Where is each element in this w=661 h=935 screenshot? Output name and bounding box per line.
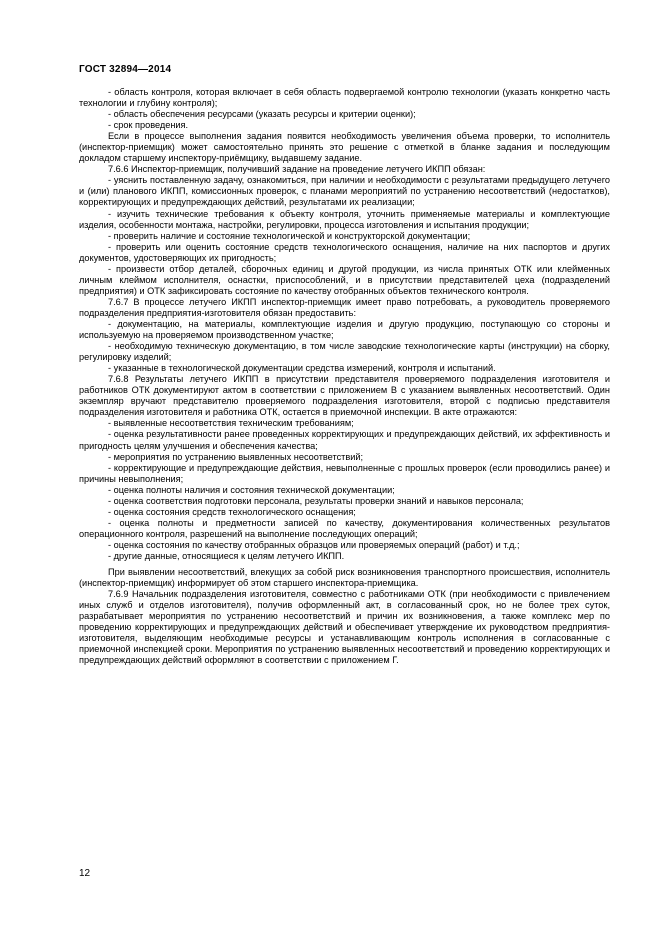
paragraph: - другие данные, относящиеся к целям летучего ИКПП. <box>108 550 345 561</box>
paragraph: - уяснить поставленную задачу, ознакомиться, при наличии и необходимости с результатами предыдущего летучего и (или) планового ИКПП, комиссионных проверок, с планами мероприятий по устранению несоответствий (недостатков), корректирующих и предупреждающих действий, результатами их реализации; <box>79 175 610 208</box>
page-number: 12 <box>79 868 91 879</box>
document-header: ГОСТ 32894—2014 <box>79 64 172 75</box>
paragraph: - документацию, на материалы, комплектующие изделия и другую продукцию, поступающую со стороны и используемую на проверяемом производственном участке; <box>79 318 610 341</box>
paragraph: - проверить или оценить состояние средств технологического оснащения, наличие на них паспортов и других документов, удостоверяющих их пригодность; <box>79 241 610 263</box>
paragraph: - произвести отбор деталей, сборочных единиц и другой продукции, из числа принятых ОТК или клейменных личным клеймом исполнителя, оснастки, приспособлений, и в присутствии представителей цеха (подразделений предприятия) и ОТК зафиксировать состояние по качеству отобранных объектов технического контроля. <box>79 263 610 296</box>
paragraph: - указанные в технологической документации средства измерений, контроля и испытаний. <box>108 363 496 374</box>
paragraph: Если в процессе выполнения задания появится необходимость увеличения объема проверки, то исполнитель (инспектор-приемщик) может самостоятельно принять это решение с отметкой в бланке задания и последующим докладом старшему инспектору-приёмщику, выдавшему задание. <box>79 131 610 164</box>
paragraph: 7.6.8 Результаты летучего ИКПП в присутствии представителя проверяемого подразделения изготовителя и работников ОТК документируют актом в соответствии с приложением В с указанием выявленных несоответствий. Один экземпляр вручают представителю проверяемого подразделения изготовителя, второй с подписью представителя подразделения изготовителя и работника ОТК, остается в приемочной инспекции. В акте отражаются: <box>79 374 610 418</box>
paragraph: - изучить технические требования к объекту контроля, уточнить применяемые материалы и комплектующие изделия, особенности монтажа, настройки, регулировки, процесса изготовления и испытания продукции; <box>79 208 610 230</box>
paragraph: - оценка полноты и предметности записей по качеству, документирования количественных результатов операционного контроля, разрешений на выполнение последующих операций; <box>79 517 610 539</box>
paragraph: При выявлении несоответствий, влекущих за собой риск возникновения транспортного происшествия, исполнитель (инспектор-приемщик) информирует об этом старшего инспектора-приемщика. <box>79 567 610 589</box>
paragraph: - оценка полноты наличия и состояния технической документации; <box>108 484 395 495</box>
paragraph: - проверить наличие и состояние технологической и конструкторской документации; <box>108 230 471 241</box>
paragraph: - оценка состояния по качеству отобранных образцов или проверяемых операций (работ) и т.д.; <box>108 539 520 550</box>
paragraph: - срок проведения. <box>108 120 189 131</box>
paragraph: - необходимую техническую документацию, в том числе заводские технологические карты (инструкции) на сборку, регулировку изделий; <box>79 341 610 363</box>
paragraph: - корректирующие и предупреждающие действия, невыполненные с прошлых проверок (если проводились ранее) и причины невыполнения; <box>79 462 610 484</box>
paragraph: - область обеспечения ресурсами (указать ресурсы и критерии оценки); <box>108 109 416 120</box>
paragraph: 7.6.9 Начальник подразделения изготовителя, совместно с работниками ОТК (при необходимости с привлечением иных служб и отделов изготовителя), получив оформленный акт, в согласованный срок, но не более трех суток, разрабатывает мероприятия по устранению несоответствий и причин их возникновения, а также комплекс мер по проведению корректирующих и предупреждающих действий и обеспечивает утверждение их руководством предприятия-изготовителя, выделяющим необходимые ресурсы и устанавливающим контроль исполнения в согласованные с приемочной инспекцией сроки. Мероприятия по устранению выявленных несоответствий и проведению корректирующих и предупреждающих действий оформляют в соответствии с приложением Г. <box>79 589 610 666</box>
paragraph: - выявленные несоответствия техническим требованиям; <box>108 418 354 429</box>
paragraph: - оценка состояния средств технологического оснащения; <box>108 506 356 517</box>
paragraph: 7.6.6 Инспектор-приемщик, получивший задание на проведение летучего ИКПП обязан: <box>108 164 486 175</box>
document-body <box>79 87 610 666</box>
paragraph: - оценка результативности ранее проведенных корректирующих и предупреждающих действий, их эффективность и пригодность целям улучшения и обеспечения качества; <box>79 429 610 451</box>
paragraph: - область контроля, которая включает в себя область подвергаемой контролю технологии (указать конкретно часть технологии и глубину контроля); <box>79 87 610 109</box>
paragraph: - мероприятия по устранению выявленных несоответствий; <box>108 451 364 462</box>
paragraph: 7.6.7 В процессе летучего ИКПП инспектор-приемщик имеет право потребовать, а руководитель проверяемого подразделения предприятия-изготовителя обязан предоставить: <box>79 296 610 318</box>
paragraph: - оценка соответствия подготовки персонала, результаты проверки знаний и навыков персонала; <box>108 495 524 506</box>
